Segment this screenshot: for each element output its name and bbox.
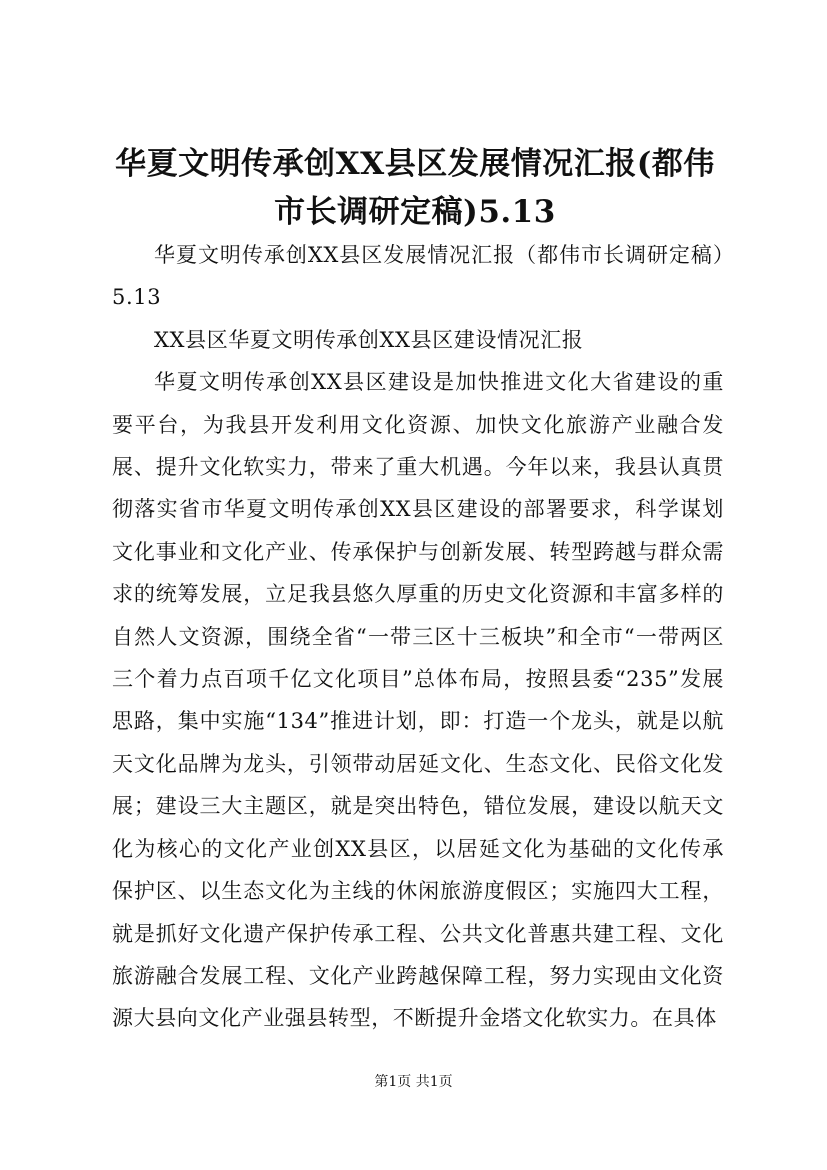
document-body <box>112 234 724 1040</box>
subtitle-paragraph: 华夏文明传承创XX县区发展情况汇报（都伟市长调研定稿）5.13 <box>112 243 724 310</box>
document-title: 华夏文明传承创XX县区发展情况汇报(都伟市长调研定稿)5.13 <box>115 146 715 230</box>
body-paragraph: 华夏文明传承创XX县区建设是加快推进文化大省建设的重要平台，为我县开发利用文化资源、加快文化旅游产业融合发展、提升文化软实力，带来了重大机遇。今年以来，我县认真贯彻落实省市华夏文明传承创XX县区建设的部署要求，科学谋划文化事业和文化产业、传承保护与创新发展、转型跨越与群众需求的统筹发展，立足我县悠久厚重的历史文化资源和丰富多样的自然人文资源，围绕全省“一带三区十三板块”和全市“一带两区三个着力点百项千亿文化项目”总体布局，按照县委“235”发展思路，集中实施“134”推进计划，即：打造一个龙头，就是以航天文化品牌为龙头，引领带动居延文化、生态文化、民俗文化发展；建设三大主题区，就是突出特色，错位发展，建设以航天文化为核心的文化产业创XX县区，以居延文化为基础的文化传承保护区、以生态文化为主线的休闲旅游度假区；实施四大工程，就是抓好文化遗产保护传承工程、公共文化普惠共建工程、文化旅游融合发展工程、文化产业跨越保障工程，努力实现由文化资源大县向文化产业强县转型，不断提升金塔文化软实力。在具体 <box>112 370 724 1031</box>
report-heading-paragraph: XX县区华夏文明传承创XX县区建设情况汇报 <box>154 327 584 352</box>
page-footer: 第1页 共1页 <box>374 1074 453 1090</box>
